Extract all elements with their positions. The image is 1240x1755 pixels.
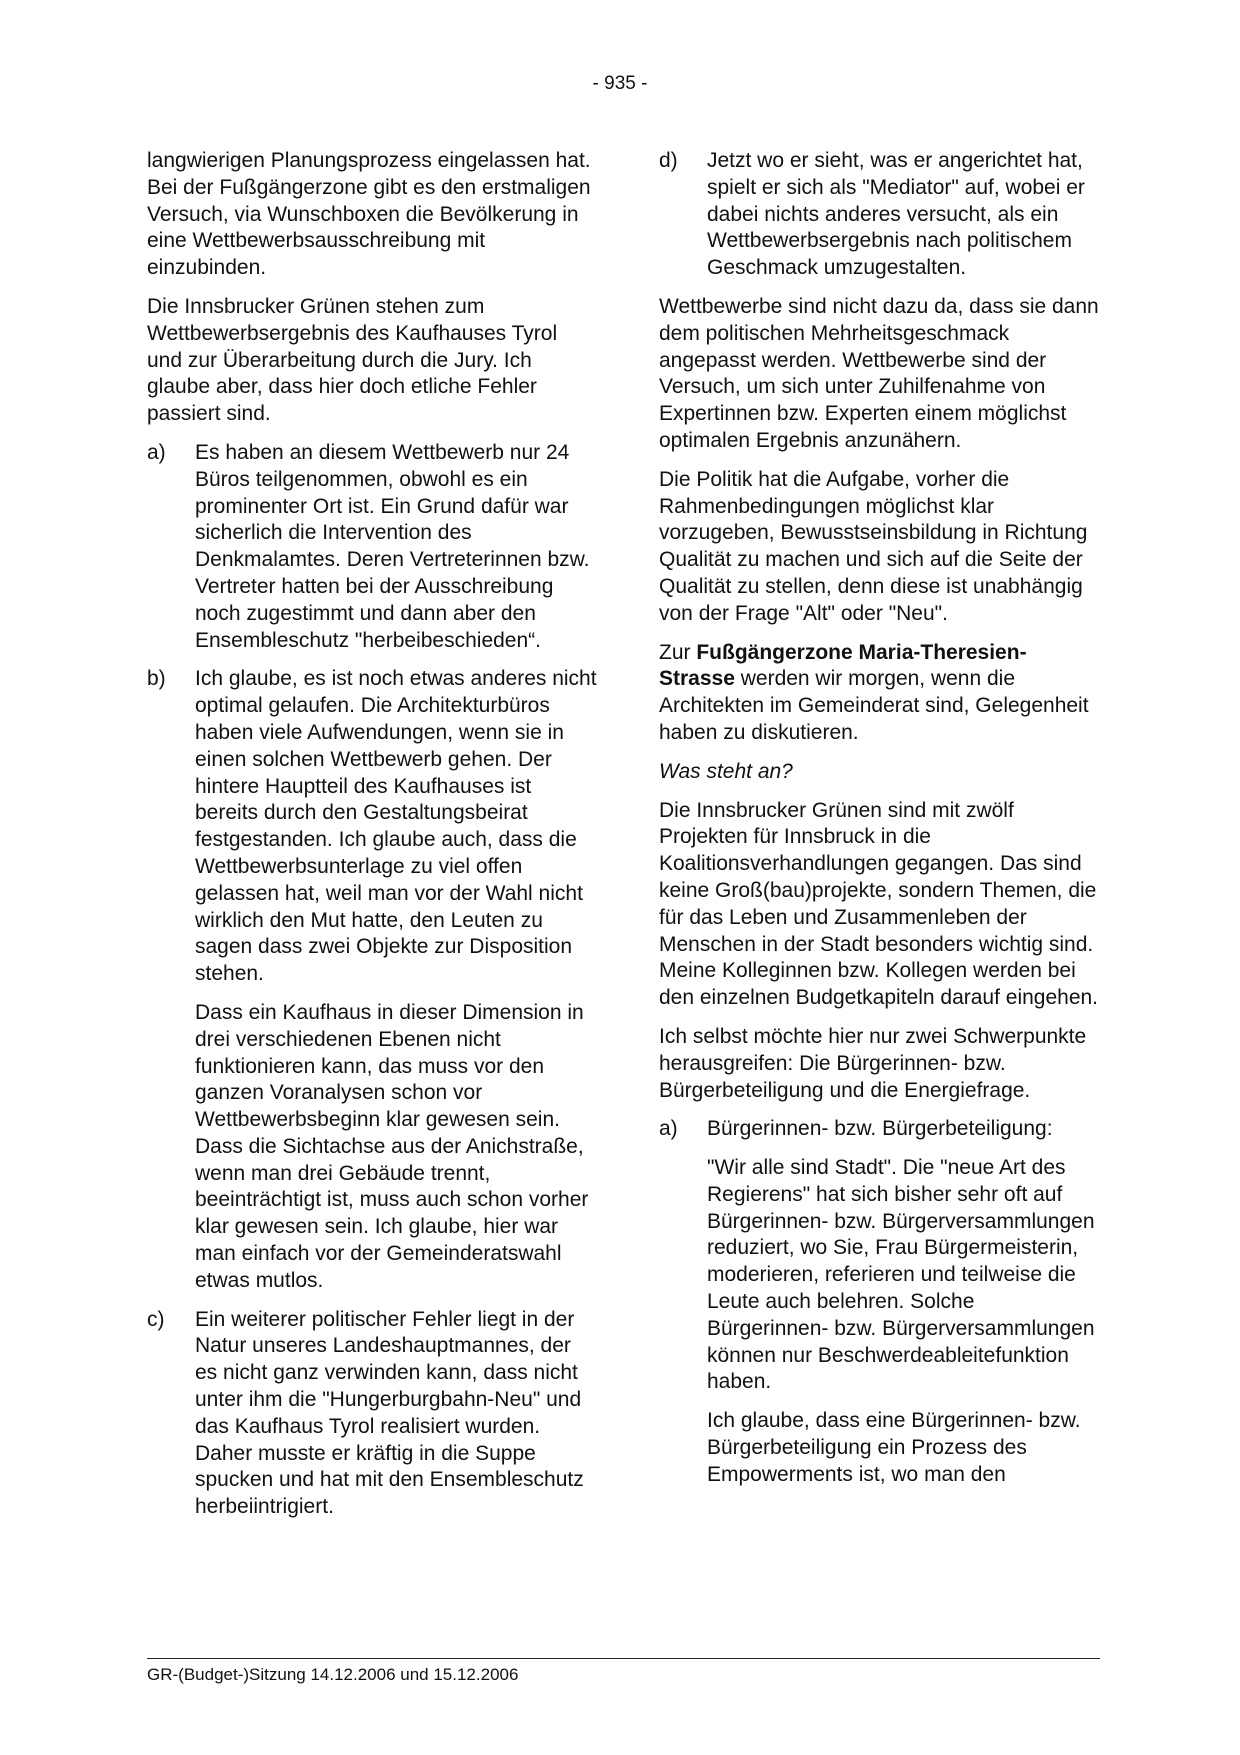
list-marker: a) (147, 440, 166, 464)
right-paragraph-2: Die Politik hat die Aufgabe, vorher die Rahmenbedingungen möglichst klar vorzugeben, Bewusstseinsbildung in Richtung Qualität zu machen und sich auf die Seite der Qualität zu stellen, denn diese ist unabhängig von der Frage "Alt" oder "Neu". (659, 467, 1088, 625)
paragraph-prefix: Zur (659, 640, 697, 664)
list-item-c (147, 1307, 597, 1521)
right-indented-paragraph-2: Ich glaube, dass eine Bürgerinnen- bzw. Bürgerbeteiligung ein Prozess des Empowerments ist, wo man den (707, 1409, 1081, 1486)
left-paragraph-1: langwierigen Planungsprozess eingelassen hat. Bei der Fußgängerzone gibt es den erstmaligen Versuch, via Wunschboxen die Bevölkerung in eine Wettbewerbsausschreibung mit einzubinden. (147, 149, 591, 280)
right-column (659, 148, 1099, 1501)
list-marker: a) (659, 1117, 678, 1141)
list-marker: b) (147, 667, 166, 691)
list-item-text: Jetzt wo er sieht, was er angerichtet hat, spielt er sich als "Mediator" auf, wobei er dabei nichts anderes versucht, als ein Wettbewerbsergebnis nach politischem Geschmack umzugestalten. (707, 149, 1085, 280)
list-item-text-continued: Dass ein Kaufhaus in dieser Dimension in drei verschiedenen Ebenen nicht funktionieren kann, das muss vor den ganzen Voranalysen schon vor Wettbewerbsbeginn klar gewesen sein. Dass die Sichtachse aus der Anichstraße, wenn man drei Gebäude trennt, beeinträchtigt ist, muss auch schon vorher klar gewesen sein. Ich glaube, hier war man einfach vor der Gemeinderatswahl etwas mutlos. (195, 1000, 589, 1292)
list-item-text: Es haben an diesem Wettbewerb nur 24 Büros teilgenommen, obwohl es ein prominenter Ort ist. Ein Grund dafür war sicherlich die Intervention des Denkmalamtes. Deren Vertreterinnen bzw. Vertreter hatten bei der Ausschreibung noch zugestimmt und dann aber den Ensembleschutz "herbeibeschieden“. (195, 440, 590, 652)
right-paragraph-6: Ich selbst möchte hier nur zwei Schwerpunkte herausgreifen: Die Bürgerinnen- bzw. Bürgerbeteiligung und die Energiefrage. (659, 1024, 1087, 1102)
list-marker: d) (659, 149, 678, 172)
list-marker: c) (147, 1307, 165, 1331)
left-column (147, 148, 597, 1533)
list-item-text: Ein weiterer politischer Fehler liegt in der Natur unseres Landeshauptmannes, der es nicht ganz verwinden kann, dass nicht unter ihm die "Hungerburgbahn-Neu" und das Kaufhaus Tyrol realisiert wurden. Daher musste er kräftig in die Suppe spucken und hat mit den Ensembleschutz herbeiintrigiert. (195, 1307, 584, 1519)
right-paragraph-1: Wettbewerbe sind nicht dazu da, dass sie dann dem politischen Mehrheitsgeschmack angepasst werden. Wettbewerbe sind der Versuch, um sich unter Zuhilfenahme von Expertinnen bzw. Experten einem möglichst optimalen Ergebnis anzunähern. (659, 294, 1099, 452)
bold-topic: Fußgängerzone Maria-Theresien-Strasse (659, 640, 1027, 691)
right-indented-paragraph-1: "Wir alle sind Stadt". Die "neue Art des Regierens" hat sich bisher sehr oft auf Bürgerinnen- bzw. Bürgerversammlungen reduziert, wo Sie, Frau Bürgermeisterin, moderieren, referieren und teilweise die Leute auch belehren. Solche Bürgerinnen- bzw. Bürgerversammlungen können nur Beschwerdeableitefunktion haben. (707, 1156, 1095, 1394)
footer-divider (147, 1658, 1100, 1659)
list-item-b (147, 666, 597, 1294)
italic-question: Was steht an? (659, 759, 793, 783)
paragraph-suffix: werden wir morgen, wenn die Architekten im Gemeinderat sind, Gelegenheit haben zu diskutieren. (659, 667, 1089, 744)
list-item-text: Bürgerinnen- bzw. Bürgerbeteiligung: (707, 1117, 1053, 1141)
list-item-a2 (659, 1116, 1099, 1143)
left-paragraph-2: Die Innsbrucker Grünen stehen zum Wettbewerbsergebnis des Kaufhauses Tyrol und zur Überarbeitung durch die Jury. Ich glaube aber, dass hier doch etliche Fehler passiert sind. (147, 294, 558, 426)
page-number: - 935 - (592, 73, 648, 94)
footer-text: GR-(Budget-)Sitzung 14.12.2006 und 15.12.2006 (147, 1665, 519, 1684)
right-paragraph-5: Die Innsbrucker Grünen sind mit zwölf Projekten für Innsbruck in die Koalitionsverhandlungen gegangen. Das sind keine Groß(bau)projekte, sondern Themen, die für das Leben und Zusammenleben der Menschen in der Stadt besonders wichtig sind. Meine Kolleginnen bzw. Kollegen werden bei den einzelnen Budgetkapiteln darauf eingehen. (659, 798, 1099, 1010)
list-item-a (147, 440, 597, 654)
list-item-d (659, 148, 1099, 282)
list-item-text: Ich glaube, es ist noch etwas anderes nicht optimal gelaufen. Die Architekturbüros haben viele Aufwendungen, wenn sie in einen solchen Wettbewerb gehen. Der hintere Hauptteil des Kaufhauses ist bereits durch den Gestaltungsbeirat festgestanden. Ich glaube auch, dass die Wettbewerbsunterlage zu viel offen gelassen hat, weil man vor der Wahl nicht wirklich den Mut hatte, den Leuten zu sagen dass zwei Objekte zur Disposition stehen. (195, 667, 597, 986)
right-paragraph-3 (659, 640, 1099, 747)
